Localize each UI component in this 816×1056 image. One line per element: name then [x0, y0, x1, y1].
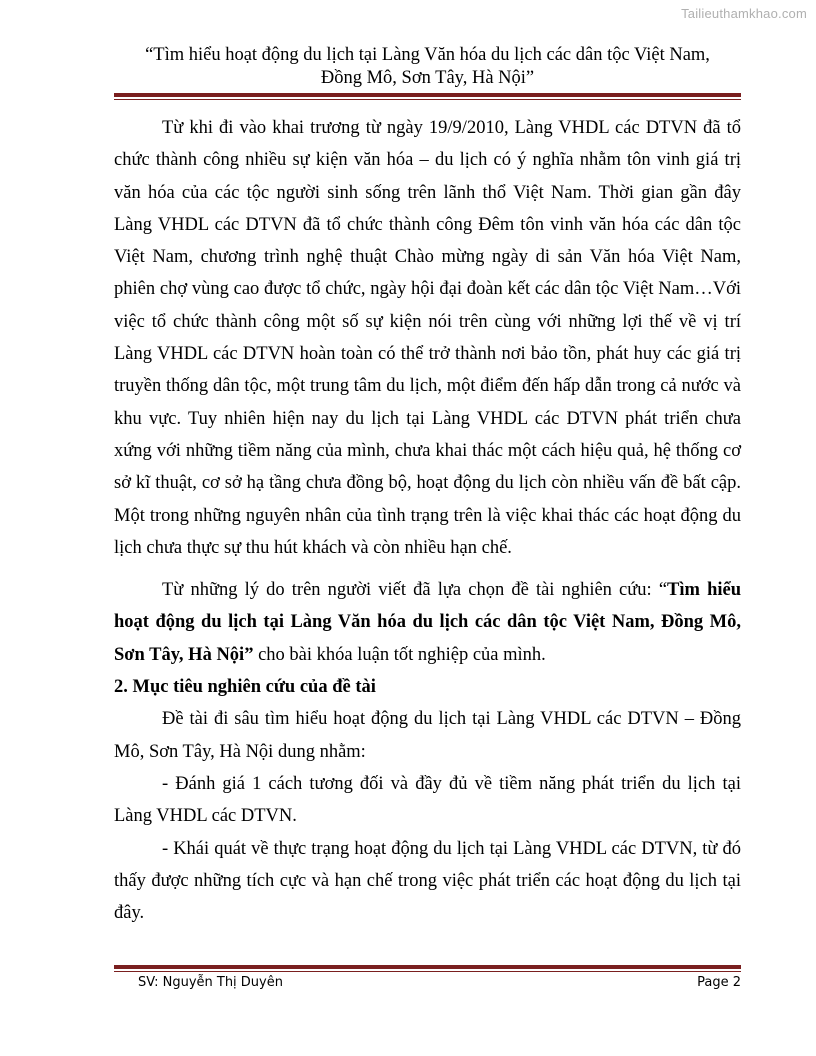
footer-student-name: SV: Nguyễn Thị Duyên	[138, 975, 283, 990]
paragraph-intro: Từ khi đi vào khai trương từ ngày 19/9/2010, Làng VHDL các DTVN đã tổ chức thành công nhiều sự kiện văn hóa – du lịch có ý nghĩa nhằm tôn vinh giá trị văn hóa của các tộc người sinh sống trên lãnh thổ Việt Nam. Thời gian gần đây Làng VHDL các DTVN đã tổ chức thành công Đêm tôn vinh văn hóa các dân tộc Việt Nam, chương trình nghệ thuật Chào mừng ngày di sản Văn hóa Việt Nam, phiên chợ vùng cao được tổ chức, ngày hội đại đoàn kết các dân tộc Việt Nam…Với việc tổ chức thành công một số sự kiện nói trên cùng với những lợi thế về vị trí Làng VHDL các DTVN hoàn toàn có thể trở thành nơi bảo tồn, phát huy các giá trị truyền thống dân tộc, một trung tâm du lịch, một điểm đến hấp dẫn trong cả nước và khu vực. Tuy nhiên hiện nay du lịch tại Làng VHDL các DTVN phát triển chưa xứng với những tiềm năng của mình, chưa khai thác một cách hiệu quả, hệ thống cơ sở kĩ thuật, cơ sở hạ tầng chưa đồng bộ, hoạt động du lịch còn nhiều vấn đề bất cập. Một trong những nguyên nhân của tình trạng trên là việc khai thác các hoạt động du lịch chưa thực sự thu hút khách và còn nhiều hạn chế.	[114, 118, 741, 558]
paragraph-topic-choice	[114, 574, 741, 671]
footer-rule-thin	[114, 971, 741, 972]
running-header	[114, 44, 741, 90]
header-rule-thick	[114, 93, 741, 97]
footer-rule-thick	[114, 965, 741, 969]
header-line-2: Đồng Mô, Sơn Tây, Hà Nội”	[320, 68, 535, 88]
bullet-overview: - Khái quát về thực trạng hoạt động du lịch tại Làng VHDL các DTVN, từ đó thấy được những tích cực và hạn chế trong việc phát triển các hoạt động du lịch tại đây.	[114, 838, 741, 924]
section-heading: 2. Mục tiêu nghiên cứu của đề tài	[114, 677, 376, 698]
document-body	[114, 112, 741, 929]
header-line-1: “Tìm hiểu hoạt động du lịch tại Làng Văn hóa du lịch các dân tộc Việt Nam,	[145, 45, 710, 65]
topic-title-bold: Tìm hiểu hoạt động du lịch tại Làng Văn hóa du lịch các dân tộc Việt Nam, Đồng Mô, Sơn Tây, Hà Nội”	[114, 580, 742, 665]
bullet-evaluate: - Đánh giá 1 cách tương đối và đầy đủ về tiềm năng phát triển du lịch tại Làng VHDL các DTVN.	[114, 773, 741, 827]
header-rule-thin	[114, 99, 741, 100]
watermark: Tailieuthamkhao.com	[681, 6, 807, 21]
topic-choice-end: cho bài khóa luận tốt nghiệp của mình.	[253, 644, 546, 665]
paragraph-objective: Đề tài đi sâu tìm hiểu hoạt động du lịch tại Làng VHDL các DTVN – Đồng Mô, Sơn Tây, Hà Nội dung nhằm:	[114, 709, 741, 762]
topic-choice-text: Từ những lý do trên người viết đã lựa chọn đề tài nghiên cứu: “	[162, 580, 668, 601]
footer-page-number: Page 2	[697, 975, 741, 990]
